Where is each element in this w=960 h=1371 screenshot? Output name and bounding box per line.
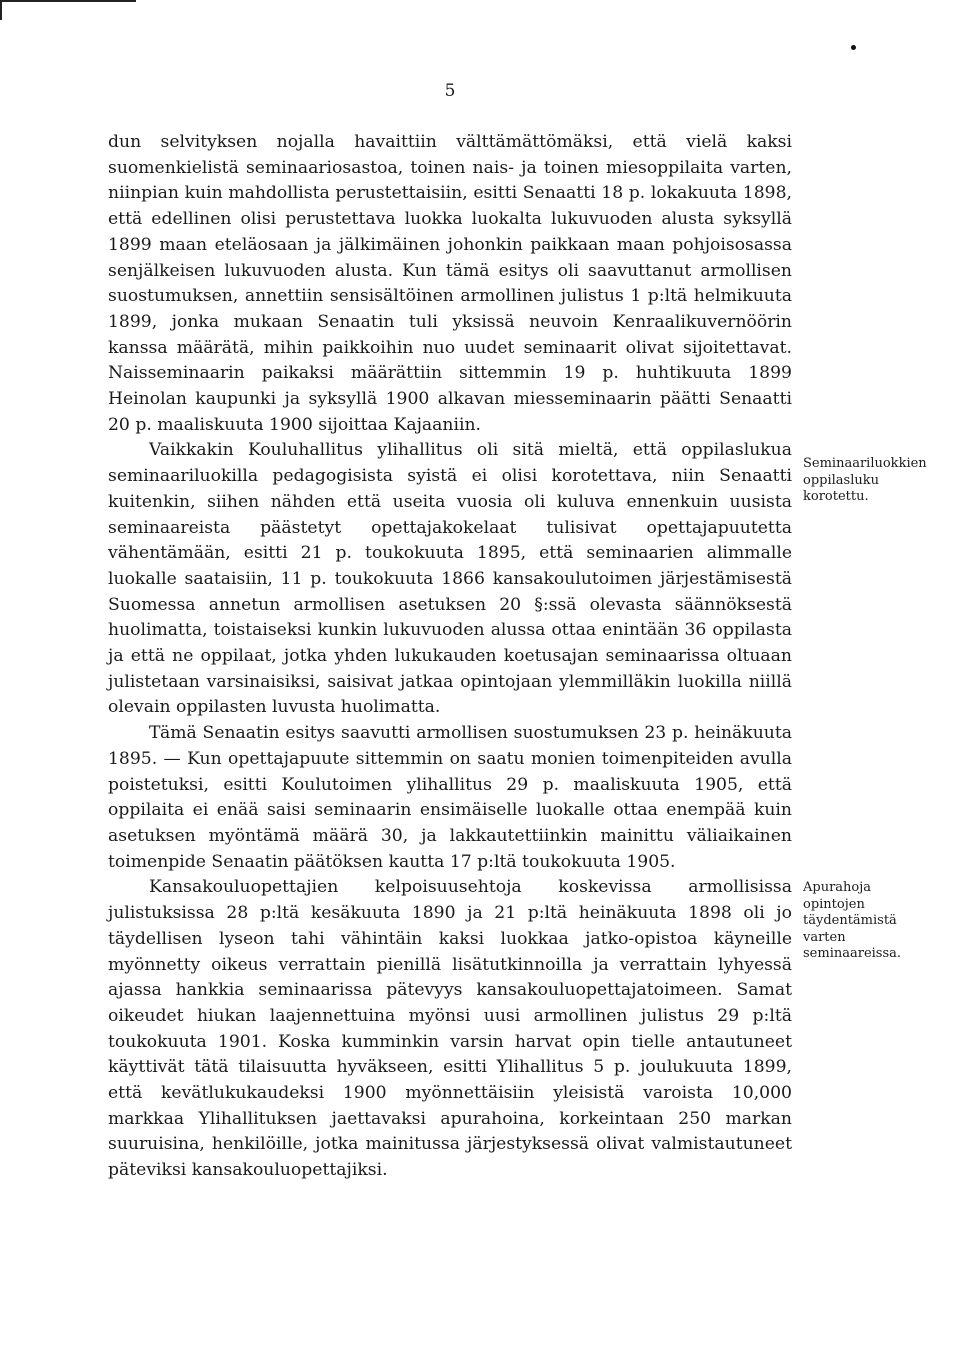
scan-edge-mark-vertical: [0, 0, 2, 20]
margin-note-seminar-class-size: Seminaariluokkien oppilasluku korotettu.: [803, 456, 927, 504]
page-number: 5: [444, 81, 456, 101]
scan-dot-mark: [851, 45, 856, 50]
body-text: [108, 130, 792, 1184]
paragraph-2: Vaikkakin Kouluhallitus ylihallitus oli sitä mieltä, että oppilaslukua seminaariluokilla pedagogisista syistä ei olisi korotettava, niin Senaatti kuitenkin, siihen nähden että useita vuosia oli kuluva ennenkuin uusista seminaareista päästetyt opettajakokelaat tulisivat opettajapuutetta vähentämään, esitti 21 p. toukokuuta 1895, että seminaarien alimmalle luokalle saataisiin, 11 p. toukokuuta 1866 kansakoulutoimen järjestämisestä Suomessa annetun armollisen asetuksen 20 §:ssä olevasta säännöksestä huolimatta, toistaiseksi kunkin lukuvuoden alussa ottaa enintään 36 oppilasta ja että ne oppilaat, jotka yhden lukukauden koetusajan seminaarissa oltuaan julistetaan varsinaisiksi, saisivat jatkaa opintojaan ylemmilläkin luokilla niillä olevain oppilasten luvusta huolimatta.: [108, 440, 792, 718]
paragraph-4: Kansakouluopettajien kelpoisuusehtoja koskevissa armollisissa julistuksissa 28 p:ltä kesäkuuta 1890 ja 21 p:ltä heinäkuuta 1898 oli jo täydellisen lyseon tahi vähintäin kaksi luokkaa jatko-opistoa käyneille myönnetty oikeus verrattain pienillä lisätutkinnoilla ja verrattain lyhyessä ajassa hankkia seminaarissa pätevyys kansakouluopettajatoimeen. Samat oikeudet hiukan laajennettuina myönsi uusi armollinen julistus 29 p:ltä toukokuuta 1901. Koska kumminkin varsin harvat opin tielle antautuneet käyttivät tätä tilaisuutta hyväkseen, esitti Ylihallitus 5 p. joulukuuta 1899, että kevätlukukaudeksi 1900 myönnettäisiin yleisistä varoista 10,000 markkaa Ylihallituksen jaettavaksi apurahoina, korkeintaan 250 markan suuruisina, henkilöille, jotka mainitussa järjestyksessä olivat valmistautuneet päteviksi kansakouluopettajiksi.: [108, 877, 792, 1181]
paragraph-3: Tämä Senaatin esitys saavutti armollisen suostumuksen 23 p. heinäkuuta 1895. — Kun opettajapuute sittemmin on saatu monien toimenpiteiden avulla poistetuksi, esitti Koulutoimen ylihallitus 29 p. maaliskuuta 1905, että oppilaita ei enää saisi seminaarin ensimäiselle luokalle ottaa enempää kuin asetuksen myöntämä määrä 30, ja lakkautettiinkin mainittu väliaikainen toimenpide Senaatin päätöksen kautta 17 p:ltä toukokuuta 1905.: [108, 723, 792, 872]
margin-note-scholarships: Apurahoja opintojen täydentämistä varten seminaareissa.: [803, 880, 902, 961]
scan-edge-mark: [0, 0, 136, 2]
paragraph-1: dun selvityksen nojalla havaittiin välttämättömäksi, että vielä kaksi suomenkielistä seminaariosastoa, toinen nais- ja toinen miesoppilaita varten, niinpian kuin mahdollista perustettaisiin, esitti Senaatti 18 p. lokakuuta 1898, että edellinen olisi perustettava luokka luokalta lukuvuoden alusta syksyllä 1899 maan eteläosaan ja jälkimäinen johonkin paikkaan maan pohjoisosassa senjälkeisen lukuvuoden alusta. Kun tämä esitys oli saavuttanut armollisen suostumuksen, annettiin sensisältöinen armollinen julistus 1 p:ltä helmikuuta 1899, jonka mukaan Senaatin tuli yksissä neuvoin Kenraalikuvernöörin kanssa määrätä, mihin paikkoihin nuo uudet seminaarit olivat sijoitettavat. Naisseminaarin paikaksi määrättiin sittemmin 19 p. huhtikuuta 1899 Heinolan kaupunki ja syksyllä 1900 alkavan miesseminaarin päätti Senaatti 20 p. maaliskuuta 1900 sijoittaa Kajaaniin.: [108, 132, 792, 435]
